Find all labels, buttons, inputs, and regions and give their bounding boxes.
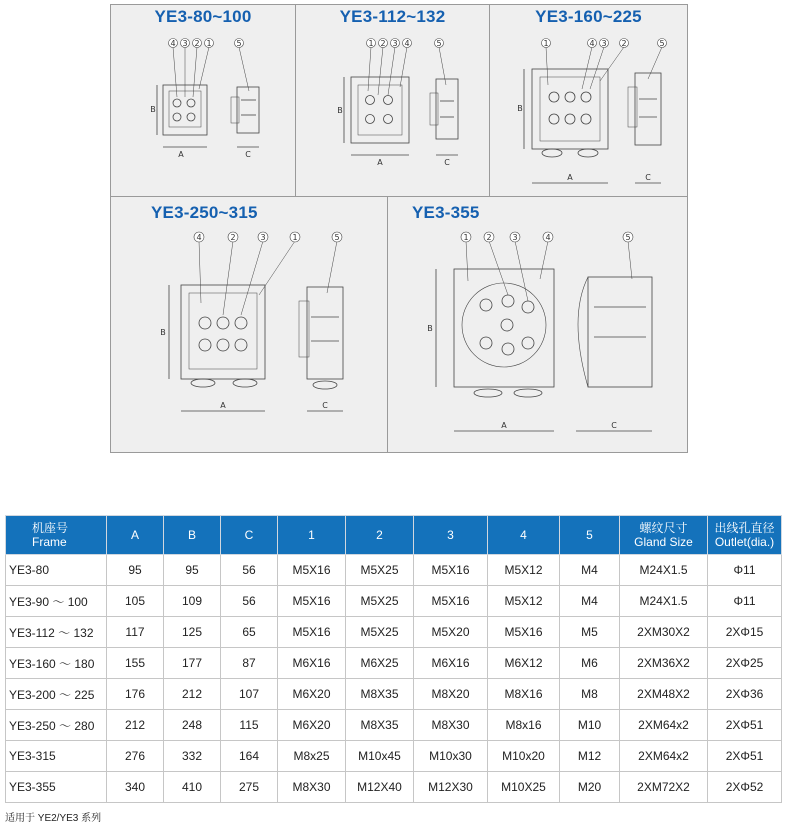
- table-cell: 107: [221, 679, 278, 710]
- dim-c-label: C: [444, 158, 450, 167]
- callout-label: 2: [621, 39, 627, 48]
- table-cell: M10x45: [346, 741, 414, 772]
- frame-cell: YE3-112 ～ 132: [6, 617, 107, 648]
- table-cell: M6: [560, 648, 620, 679]
- callout-label: 3: [182, 39, 188, 48]
- table-cell: M8X16: [488, 679, 560, 710]
- dim-b-label: B: [337, 106, 343, 115]
- terminal-box-drawing: [296, 5, 491, 198]
- dim-b-label: B: [150, 105, 156, 114]
- table-cell: 95: [107, 555, 164, 586]
- callout-label: 4: [589, 39, 595, 48]
- table-cell: M8X20: [414, 679, 488, 710]
- table-cell: M5X16: [488, 617, 560, 648]
- footnote: 适用于 YE2/YE3 系列: [5, 813, 102, 824]
- table-cell: M5X16: [414, 555, 488, 586]
- table-cell: 248: [164, 710, 221, 741]
- frame-cell: YE3-80: [6, 555, 107, 586]
- table-cell: 212: [164, 679, 221, 710]
- table-cell: 117: [107, 617, 164, 648]
- terminal-box-drawing: [111, 197, 389, 454]
- diagram-panel-ye3-355: [387, 196, 688, 453]
- header-b: B: [164, 516, 221, 555]
- table-cell: M8x16: [488, 710, 560, 741]
- table-cell: M8: [560, 679, 620, 710]
- panel-title: YE3-160~225: [535, 7, 642, 26]
- table-cell: M8X35: [346, 710, 414, 741]
- frame-cell: YE3-355: [6, 772, 107, 803]
- table-cell: M6X25: [346, 648, 414, 679]
- table-cell: Φ11: [708, 586, 782, 617]
- callout-label: 1: [292, 233, 298, 242]
- callout-label: 2: [380, 39, 386, 48]
- table-cell: 65: [221, 617, 278, 648]
- callout-label: 4: [170, 39, 176, 48]
- table-cell: M6X16: [278, 648, 346, 679]
- diagram-panel-ye3-112-132: [295, 4, 490, 197]
- table-cell: 2XM64x2: [620, 710, 708, 741]
- table-cell: M6X12: [488, 648, 560, 679]
- table-cell: 2XM36X2: [620, 648, 708, 679]
- table-cell: 115: [221, 710, 278, 741]
- table-cell: 177: [164, 648, 221, 679]
- table-cell: 125: [164, 617, 221, 648]
- table-cell: 164: [221, 741, 278, 772]
- header-5: 5: [560, 516, 620, 555]
- table-cell: 105: [107, 586, 164, 617]
- header-3: 3: [414, 516, 488, 555]
- table-cell: M12X30: [414, 772, 488, 803]
- dim-c-label: C: [645, 173, 651, 182]
- table-cell: M5X12: [488, 555, 560, 586]
- table-cell: M10: [560, 710, 620, 741]
- table-row: [6, 555, 782, 586]
- spec-table: [5, 515, 782, 803]
- table-cell: 2XΦ25: [708, 648, 782, 679]
- callout-label: 1: [463, 233, 469, 242]
- table-cell: M4: [560, 586, 620, 617]
- callout-label: 2: [486, 233, 492, 242]
- dim-b-label: B: [517, 104, 523, 113]
- table-row: [6, 772, 782, 803]
- table-cell: 2XM30X2: [620, 617, 708, 648]
- diagram-panel-ye3-160-225: [489, 4, 688, 197]
- callout-label: 1: [543, 39, 549, 48]
- header-1: 1: [278, 516, 346, 555]
- table-cell: 95: [164, 555, 221, 586]
- table-cell: M5X16: [414, 586, 488, 617]
- frame-cell: YE3-200 ～ 225: [6, 679, 107, 710]
- panel-title: YE3-250~315: [151, 203, 258, 222]
- table-cell: M10x30: [414, 741, 488, 772]
- header-gland-size: 螺纹尺寸 Gland Size: [620, 516, 708, 555]
- callout-label: 4: [404, 39, 410, 48]
- table-row: [6, 710, 782, 741]
- callout-label: 2: [194, 39, 200, 48]
- table-cell: 275: [221, 772, 278, 803]
- table-cell: M6X16: [414, 648, 488, 679]
- table-cell: M5X12: [488, 586, 560, 617]
- table-cell: M8X30: [278, 772, 346, 803]
- table-cell: 2XM48X2: [620, 679, 708, 710]
- table-cell: M5: [560, 617, 620, 648]
- table-cell: 56: [221, 586, 278, 617]
- table-cell: 176: [107, 679, 164, 710]
- table-cell: M24X1.5: [620, 555, 708, 586]
- callout-label: 3: [512, 233, 518, 242]
- table-cell: M6X20: [278, 679, 346, 710]
- dim-c-label: C: [245, 150, 251, 159]
- terminal-box-drawing: [490, 5, 689, 198]
- table-cell: Φ11: [708, 555, 782, 586]
- table-cell: M5X16: [278, 617, 346, 648]
- table-cell: M8X35: [346, 679, 414, 710]
- dim-c-label: C: [322, 401, 328, 410]
- dim-a-label: A: [501, 421, 507, 430]
- table-cell: M10X25: [488, 772, 560, 803]
- table-cell: 2XΦ51: [708, 710, 782, 741]
- callout-label: 5: [436, 39, 442, 48]
- terminal-box-drawing: [388, 197, 689, 454]
- dim-c-label: C: [611, 421, 617, 430]
- table-cell: 56: [221, 555, 278, 586]
- table-cell: 109: [164, 586, 221, 617]
- dim-b-label: B: [160, 328, 166, 337]
- dim-a-label: A: [178, 150, 184, 159]
- callout-label: 3: [392, 39, 398, 48]
- terminal-box-drawing: [111, 5, 297, 198]
- table-cell: M5X25: [346, 617, 414, 648]
- diagram-panel-ye3-250-315: [110, 196, 388, 453]
- table-cell: 2XΦ36: [708, 679, 782, 710]
- panel-title: YE3-355: [412, 203, 480, 222]
- table-row: [6, 741, 782, 772]
- frame-cell: YE3-90 ～ 100: [6, 586, 107, 617]
- dim-a-label: A: [220, 401, 226, 410]
- table-cell: M10x20: [488, 741, 560, 772]
- table-cell: 2XΦ51: [708, 741, 782, 772]
- table-cell: 332: [164, 741, 221, 772]
- callout-label: 3: [601, 39, 607, 48]
- callout-label: 5: [334, 233, 340, 242]
- callout-label: 5: [236, 39, 242, 48]
- table-cell: 340: [107, 772, 164, 803]
- table-cell: M5X25: [346, 555, 414, 586]
- table-cell: M5X20: [414, 617, 488, 648]
- table-cell: 87: [221, 648, 278, 679]
- table-cell: M8x25: [278, 741, 346, 772]
- table-row: [6, 617, 782, 648]
- frame-cell: YE3-250 ～ 280: [6, 710, 107, 741]
- table-row: [6, 586, 782, 617]
- table-cell: M4: [560, 555, 620, 586]
- dim-b-label: B: [427, 324, 433, 333]
- table-cell: 2XM72X2: [620, 772, 708, 803]
- panel-title: YE3-80~100: [154, 7, 252, 26]
- callout-label: 2: [230, 233, 236, 242]
- frame-cell: YE3-315: [6, 741, 107, 772]
- table-cell: 212: [107, 710, 164, 741]
- header-c: C: [221, 516, 278, 555]
- table-cell: M5X16: [278, 555, 346, 586]
- frame-cell: YE3-160 ～ 180: [6, 648, 107, 679]
- dim-a-label: A: [377, 158, 383, 167]
- table-row: [6, 648, 782, 679]
- table-cell: M12: [560, 741, 620, 772]
- callout-label: 3: [260, 233, 266, 242]
- table-cell: 410: [164, 772, 221, 803]
- table-cell: M20: [560, 772, 620, 803]
- table-cell: M5X16: [278, 586, 346, 617]
- dim-a-label: A: [567, 173, 573, 182]
- table-cell: M5X25: [346, 586, 414, 617]
- table-cell: M6X20: [278, 710, 346, 741]
- panel-title: YE3-112~132: [339, 7, 446, 26]
- callout-label: 5: [625, 233, 631, 242]
- header-a: A: [107, 516, 164, 555]
- header-outlet: 出线孔直径 Outlet(dia.): [708, 516, 782, 555]
- diagram-panel-ye3-80-100: [110, 4, 296, 197]
- header-2: 2: [346, 516, 414, 555]
- table-cell: 2XΦ15: [708, 617, 782, 648]
- callout-label: 1: [368, 39, 374, 48]
- callout-label: 1: [206, 39, 212, 48]
- table-row: [6, 679, 782, 710]
- header-frame: 机座号 Frame: [6, 516, 107, 555]
- header-4: 4: [488, 516, 560, 555]
- table-header-row: [6, 516, 782, 555]
- callout-label: 4: [196, 233, 202, 242]
- table-cell: 276: [107, 741, 164, 772]
- table-cell: 2XΦ52: [708, 772, 782, 803]
- table-cell: M8X30: [414, 710, 488, 741]
- table-cell: 155: [107, 648, 164, 679]
- table-cell: 2XM64x2: [620, 741, 708, 772]
- callout-label: 5: [659, 39, 665, 48]
- table-cell: M12X40: [346, 772, 414, 803]
- callout-label: 4: [545, 233, 551, 242]
- table-cell: M24X1.5: [620, 586, 708, 617]
